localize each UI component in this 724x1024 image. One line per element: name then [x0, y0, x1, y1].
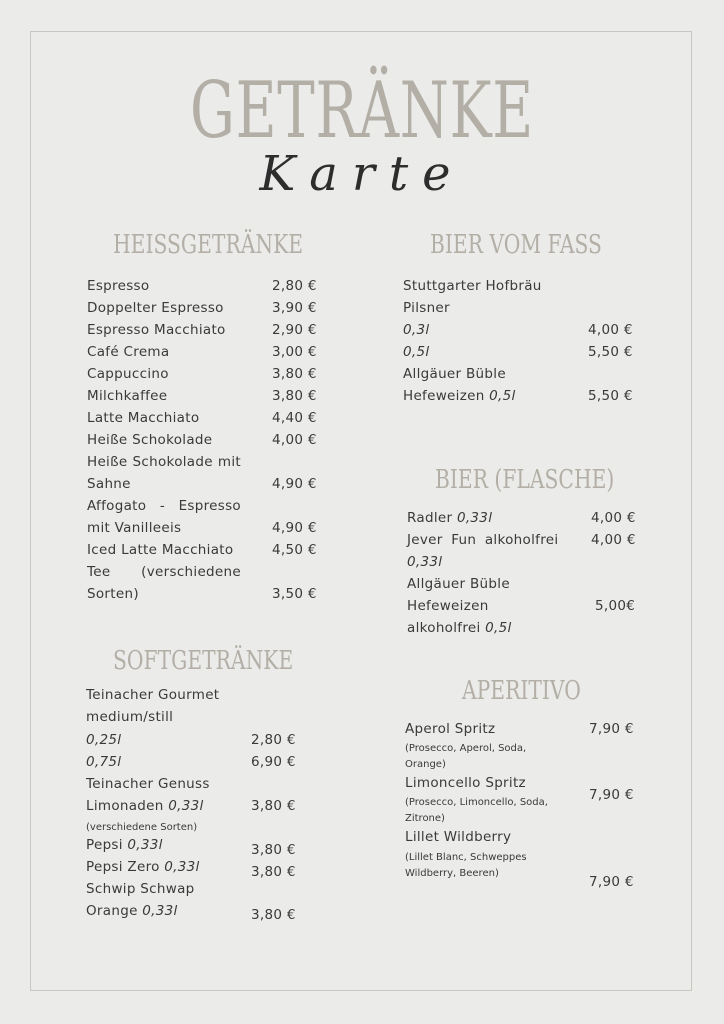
heiss-item-label: Cappuccino: [87, 366, 169, 382]
limonaden-price: 3,80 €: [251, 798, 296, 814]
orange-price: 3,80 €: [251, 907, 296, 923]
hefe-flasche-price: 5,00€: [595, 598, 636, 614]
item-pepsi-zero: Pepsi Zero: [86, 859, 160, 875]
heiss-item-label: Espresso: [87, 278, 150, 294]
item-aperol: Aperol Spritz: [405, 721, 496, 737]
item-pilsner: Pilsner: [403, 300, 450, 316]
volume-025: 0,25l: [86, 732, 122, 748]
orange-volume: 0,33l: [142, 903, 178, 919]
heiss-item-label: Iced Latte Macchiato: [87, 542, 234, 558]
item-limoncello: Limoncello Spritz: [405, 775, 526, 791]
heiss-item-label: Heiße Schokolade: [87, 432, 213, 448]
item-jever: Jever Fun alkoholfrei: [407, 532, 559, 548]
heiss-item-label: Espresso Macchiato: [87, 322, 226, 338]
volume-075: 0,75l: [86, 754, 122, 770]
radler-price: 4,00 €: [591, 510, 636, 526]
pepsi-zero-price: 3,80 €: [251, 864, 296, 880]
pepsi-price: 3,80 €: [251, 842, 296, 858]
item-schwip-schwap: Schwip Schwap: [86, 881, 195, 897]
item-limonaden: Limonaden: [86, 798, 164, 814]
heiss-item-label: Affogato - Espresso: [87, 498, 241, 514]
page-subtitle: Karte: [259, 146, 465, 202]
alkoholfrei-volume: 0,5l: [485, 620, 512, 636]
item-hefeweizen-fass: Hefeweizen: [403, 388, 485, 404]
heiss-item-price: 4,50 €: [272, 542, 317, 558]
heiss-item-price: 4,00 €: [272, 432, 317, 448]
section-title-heiss: HEISSGETRÄNKE: [113, 230, 304, 260]
item-lillet: Lillet Wildberry: [405, 829, 512, 845]
jever-price: 4,00 €: [591, 532, 636, 548]
section-title-soft: SOFTGETRÄNKE: [113, 646, 294, 676]
heiss-item-price: 3,80 €: [272, 366, 317, 382]
aperol-desc-2: Orange): [405, 759, 446, 770]
heiss-item-label: Heiße Schokolade mit: [87, 454, 241, 470]
heiss-item-price: 3,80 €: [272, 388, 317, 404]
item-medium-still: medium/still: [86, 709, 174, 725]
hefe-fass-volume: 0,5l: [489, 388, 516, 404]
item-radler: Radler: [407, 510, 453, 526]
item-allgaeuer-fass: Allgäuer Büble: [403, 366, 506, 382]
section-title-aperitivo: APERITIVO: [462, 676, 581, 706]
item-hefeweizen-flasche: Hefeweizen: [407, 598, 489, 614]
heiss-item-price: 4,90 €: [272, 520, 317, 536]
page-title: GETRÄNKE: [189, 66, 535, 156]
limoncello-price: 7,90 €: [589, 787, 634, 803]
heiss-item-label-line2: mit Vanilleeis: [87, 520, 182, 536]
heiss-item-label: Café Crema: [87, 344, 170, 360]
heiss-item-price: 4,40 €: [272, 410, 317, 426]
limoncello-desc-1: (Prosecco, Limoncello, Soda,: [405, 797, 548, 808]
heiss-item-price: 4,90 €: [272, 476, 317, 492]
pepsi-volume: 0,33l: [127, 837, 163, 853]
item-teinacher-genuss: Teinacher Genuss: [86, 776, 210, 792]
fass-price-05: 5,50 €: [588, 344, 633, 360]
lillet-price: 7,90 €: [589, 874, 634, 890]
lillet-desc-2: Wildberry, Beeren): [405, 868, 499, 879]
item-pepsi: Pepsi: [86, 837, 123, 853]
fass-volume-03: 0,3l: [403, 322, 430, 338]
heiss-item-label-line2: Sahne: [87, 476, 131, 492]
lillet-desc-1: (Lillet Blanc, Schweppes: [405, 852, 527, 863]
heiss-item-price: 3,50 €: [272, 586, 317, 602]
hefe-fass-price: 5,50 €: [588, 388, 633, 404]
section-title-flasche: BIER (FLASCHE): [435, 465, 615, 495]
item-allgaeuer-flasche: Allgäuer Büble: [407, 576, 510, 592]
heiss-item-label: Latte Macchiato: [87, 410, 200, 426]
pepsi-zero-volume: 0,33l: [164, 859, 200, 875]
item-alkoholfrei: alkoholfrei: [407, 620, 481, 636]
heiss-item-label: Tee (verschiedene: [87, 564, 241, 580]
section-title-fass: BIER VOM FASS: [430, 230, 602, 260]
jever-volume: 0,33l: [407, 554, 443, 570]
limoncello-desc-2: Zitrone): [405, 813, 445, 824]
item-orange: Orange: [86, 903, 138, 919]
price-025: 2,80 €: [251, 732, 296, 748]
heiss-item-price: 2,80 €: [272, 278, 317, 294]
fass-price-03: 4,00 €: [588, 322, 633, 338]
limonaden-desc: (verschiedene Sorten): [86, 822, 198, 833]
heiss-item-label-line2: Sorten): [87, 586, 139, 602]
heiss-item-price: 3,00 €: [272, 344, 317, 360]
price-075: 6,90 €: [251, 754, 296, 770]
item-stuttgarter: Stuttgarter Hofbräu: [403, 278, 542, 294]
heiss-item-price: 3,90 €: [272, 300, 317, 316]
heiss-item-label: Milchkaffee: [87, 388, 168, 404]
aperol-desc-1: (Prosecco, Aperol, Soda,: [405, 743, 527, 754]
fass-volume-05: 0,5l: [403, 344, 430, 360]
item-teinacher-gourmet: Teinacher Gourmet: [86, 687, 220, 703]
heiss-item-label: Doppelter Espresso: [87, 300, 224, 316]
aperol-price: 7,90 €: [589, 721, 634, 737]
heiss-item-price: 2,90 €: [272, 322, 317, 338]
limonaden-volume: 0,33l: [168, 798, 204, 814]
radler-volume: 0,33l: [456, 510, 493, 526]
